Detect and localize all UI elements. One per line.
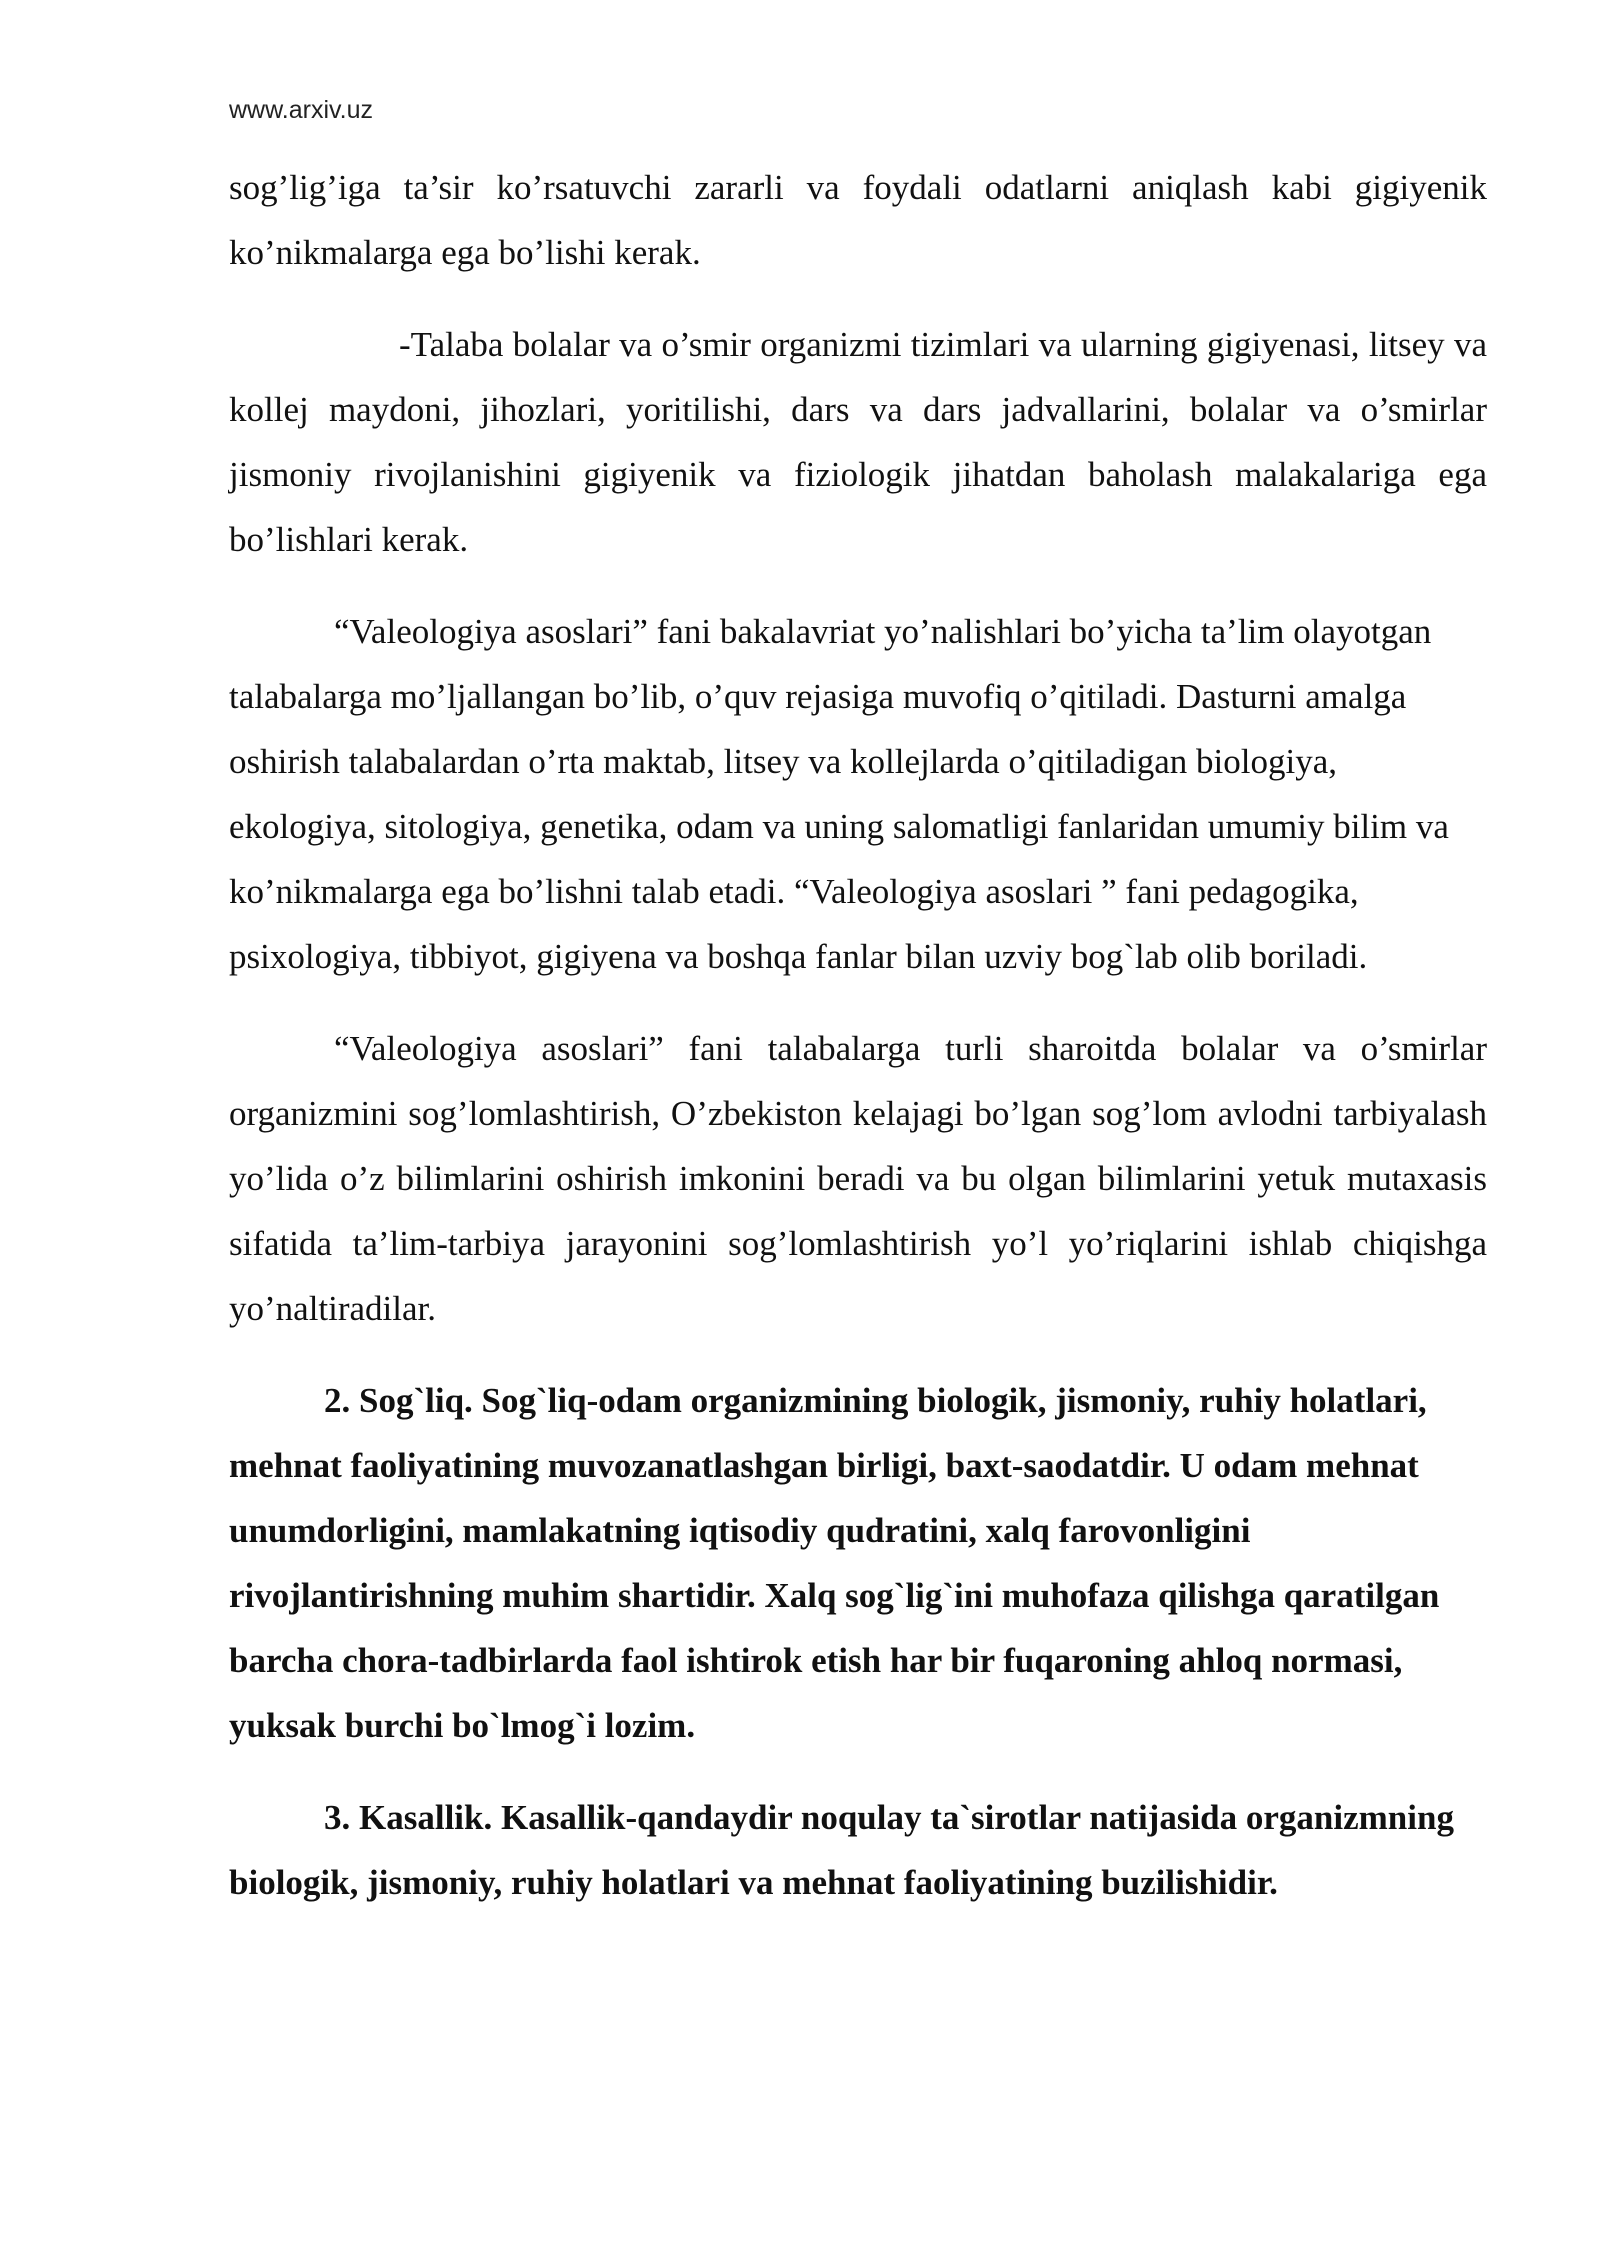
paragraph-student-organism-systems: -Talaba bolalar va o’smir organizmi tizimlari va ularning gigiyenasi, litsey va kollej maydoni, jihozlari, yoritilishi, dars va dars jadvallarini, bolalar va o’smirlar jismoniy rivojlanishini gigiyenik va fiziologik jihatdan baholash malakalariga ega bo’lishlari kerak. [229,325,1487,559]
paragraph-valeology-course-goals: “Valeologiya asoslari” fani talabalarga turli sharoitda bolalar va o’smirlar organizmini sog’lomlashtirish, O’zbekiston kelajagi bo’lgan sog’lom avlodni tarbiyalash yo’lida o’z bilimlarini oshirish imkonini beradi va bu olgan bilimlarini yetuk mutaxasis sifatida ta’lim-tarbiya jarayonini sog’lomlashtirish yo’l yo’riqlarini ishlab chiqishga yo’naltiradilar. [229,1029,1487,1328]
paragraph-hygiene-skills: sog’lig’iga ta’sir ko’rsatuvchi zararli va foydali odatlarni aniqlash kabi gigiyenik ko’nikmalarga ega bo’lishi kerak. [229,168,1487,272]
paragraph-health-definition: 2. Sog`liq. Sog`liq-odam organizmining biologik, jismoniy, ruhiy holatlari, mehnat faoliyatining muvozanatlashgan birligi, baxt-saodatdir. U odam mehnat unumdorligini, mamlakatning iqtisodiy qudratini, xalq farovonligini rivojlantirishning muhim shartidir. Xalq sog`lig`ini muhofaza qilishga qaratilgan barcha chora-tadbirlarda faol ishtirok etish har bir fuqaroning ahloq normasi, yuksak burchi bo`lmog`i lozim. [229,1381,1440,1745]
site-url-header: www.arxiv.uz [229,96,374,124]
document-body [229,155,1487,1915]
paragraph-disease-definition: 3. Kasallik. Kasallik-qandaydir noqulay ta`sirotlar natijasida organizmning biologik, jismoniy, ruhiy holatlari va mehnat faoliyatining buzilishidir. [229,1798,1454,1902]
paragraph-valeology-course-intro: “Valeologiya asoslari” fani bakalavriat yo’nalishlari bo’yicha ta’lim olayotgan talabalarga mo’ljallangan bo’lib, o’quv rejasiga muvofiq o’qitiladi. Dasturni amalga oshirish talabalardan o’rta maktab, litsey va kollejlarda o’qitiladigan biologiya, ekologiya, sitologiya, genetika, odam va uning salomatligi fanlaridan umumiy bilim va ko’nikmalarga ega bo’lishni talab etadi. “Valeologiya asoslari ” fani pedagogika, psixologiya, tibbiyot, gigiyena va boshqa fanlar bilan uzviy bog`lab olib boriladi. [229,612,1449,976]
